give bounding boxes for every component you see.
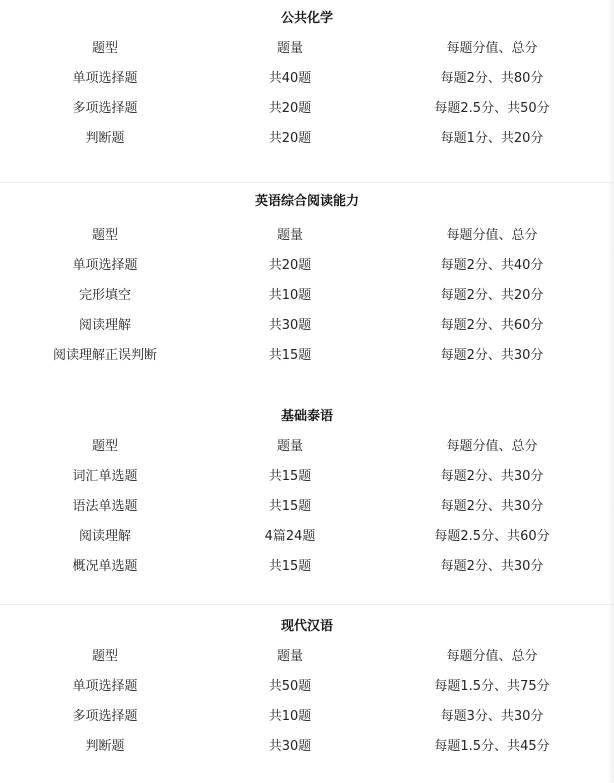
table-row — [0, 732, 614, 762]
cell-score: 每题2分、共30分 — [440, 499, 544, 514]
cell-score: 每题3分、共30分 — [440, 709, 544, 724]
cell-type: 词汇单选题 — [72, 469, 138, 484]
table-row — [0, 702, 614, 732]
table-row — [0, 552, 614, 582]
table-row — [0, 341, 614, 371]
cell-score: 每题2分、共30分 — [440, 559, 544, 574]
cell-score: 每题2分、共80分 — [440, 71, 544, 86]
table-row — [0, 492, 614, 522]
table-header-row — [0, 34, 614, 64]
cell-count: 共30题 — [268, 318, 312, 333]
cell-type: 概况单选题 — [72, 559, 138, 574]
cell-count: 4篇24题 — [264, 529, 316, 544]
table-row — [0, 251, 614, 281]
cell-type: 阅读理解 — [78, 318, 131, 333]
cell-count: 共20题 — [268, 131, 312, 146]
table-row — [0, 522, 614, 552]
section-title: 基础泰语 — [280, 409, 333, 424]
cell-count: 共50题 — [268, 679, 312, 694]
table-row — [0, 64, 614, 94]
header-cell-score: 每题分值、总分 — [446, 649, 538, 664]
cell-type: 完形填空 — [78, 288, 131, 303]
header-cell-count: 题量 — [276, 439, 303, 454]
cell-count: 共30题 — [268, 739, 312, 754]
section-title: 英语综合阅读能力 — [254, 194, 359, 209]
cell-count: 共15题 — [268, 348, 312, 363]
header-cell-score: 每题分值、总分 — [446, 228, 538, 243]
cell-score: 每题2分、共20分 — [440, 288, 544, 303]
header-cell-count: 题量 — [276, 228, 303, 243]
table-header-row — [0, 642, 614, 672]
table-row — [0, 94, 614, 124]
cell-type: 阅读理解 — [78, 529, 131, 544]
cell-type: 单项选择题 — [72, 679, 138, 694]
header-cell-score: 每题分值、总分 — [446, 41, 538, 56]
cell-score: 每题1分、共20分 — [440, 131, 544, 146]
section-english-reading — [0, 182, 614, 383]
cell-count: 共15题 — [268, 559, 312, 574]
section-title: 现代汉语 — [280, 619, 333, 634]
cell-type: 单项选择题 — [72, 71, 138, 86]
cell-type: 多项选择题 — [72, 101, 138, 116]
section-public-chemistry — [0, 0, 614, 180]
cell-score: 每题1.5分、共45分 — [434, 739, 550, 754]
cell-type: 判断题 — [85, 131, 125, 146]
table-row — [0, 311, 614, 341]
table-header-row — [0, 221, 614, 251]
section-basic-thai — [0, 398, 614, 598]
cell-type: 语法单选题 — [72, 499, 138, 514]
header-cell-type: 题型 — [91, 439, 118, 454]
cell-score: 每题1.5分、共75分 — [434, 679, 550, 694]
header-cell-count: 题量 — [276, 649, 303, 664]
table-row — [0, 124, 614, 154]
header-cell-count: 题量 — [276, 41, 303, 56]
header-cell-type: 题型 — [91, 649, 118, 664]
header-cell-score: 每题分值、总分 — [446, 439, 538, 454]
cell-type: 判断题 — [85, 739, 125, 754]
cell-type: 阅读理解正误判断 — [52, 348, 157, 363]
header-cell-type: 题型 — [91, 41, 118, 56]
table-row — [0, 462, 614, 492]
cell-score: 每题2分、共30分 — [440, 469, 544, 484]
table-header-row — [0, 432, 614, 462]
cell-type: 单项选择题 — [72, 258, 138, 273]
cell-count: 共15题 — [268, 469, 312, 484]
cell-score: 每题2分、共60分 — [440, 318, 544, 333]
cell-count: 共20题 — [268, 101, 312, 116]
cell-score: 每题2分、共40分 — [440, 258, 544, 273]
table-row — [0, 281, 614, 311]
cell-score: 每题2分、共30分 — [440, 348, 544, 363]
section-modern-chinese — [0, 604, 614, 783]
cell-score: 每题2.5分、共60分 — [434, 529, 550, 544]
cell-count: 共20题 — [268, 258, 312, 273]
header-cell-type: 题型 — [91, 228, 118, 243]
cell-count: 共15题 — [268, 499, 312, 514]
cell-type: 多项选择题 — [72, 709, 138, 724]
cell-count: 共40题 — [268, 71, 312, 86]
page-edge-shadow — [608, 0, 614, 782]
cell-score: 每题2.5分、共50分 — [434, 101, 550, 116]
cell-count: 共10题 — [268, 288, 312, 303]
table-row — [0, 672, 614, 702]
section-title: 公共化学 — [280, 11, 333, 26]
cell-count: 共10题 — [268, 709, 312, 724]
